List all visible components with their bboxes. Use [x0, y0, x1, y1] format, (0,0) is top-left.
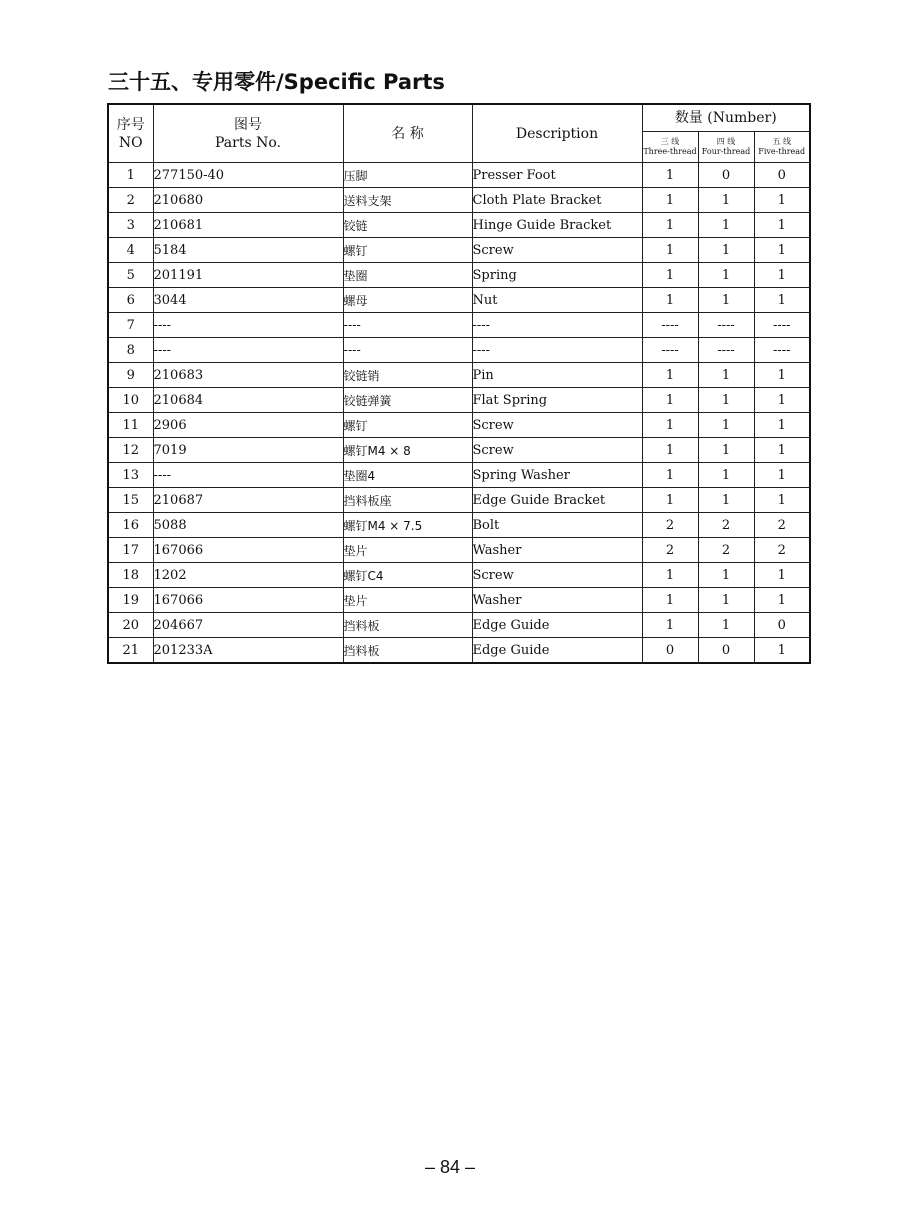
row-number: 13	[108, 463, 153, 488]
qty-three-thread: 1	[642, 238, 698, 263]
qty-three-thread: ----	[642, 313, 698, 338]
part-number: 2906	[153, 413, 343, 438]
part-name-cn: 铰链销	[343, 363, 472, 388]
part-number: 201233A	[153, 638, 343, 664]
part-name-cn: 螺钉	[343, 238, 472, 263]
part-number: ----	[153, 463, 343, 488]
qty-five-thread: 1	[754, 563, 810, 588]
row-number: 6	[108, 288, 153, 313]
part-number: ----	[153, 338, 343, 363]
table-row	[108, 613, 810, 638]
part-name-cn: 螺母	[343, 288, 472, 313]
qty-four-thread: 1	[698, 188, 754, 213]
header-description: Description	[472, 104, 642, 163]
table-row	[108, 413, 810, 438]
qty-five-thread: 1	[754, 438, 810, 463]
part-description: Pin	[472, 363, 642, 388]
part-name-cn: 螺钉M4 × 7.5	[343, 513, 472, 538]
qty-five-thread: 1	[754, 638, 810, 664]
qty-three-thread: 1	[642, 288, 698, 313]
header-five-thread	[754, 132, 810, 163]
qty-three-thread: 1	[642, 363, 698, 388]
row-number: 20	[108, 613, 153, 638]
part-description: Flat Spring	[472, 388, 642, 413]
table-row	[108, 363, 810, 388]
qty-five-thread: 1	[754, 288, 810, 313]
qty-three-thread: 1	[642, 463, 698, 488]
header-three-en: Three-thread	[643, 147, 697, 156]
qty-three-thread: 1	[642, 413, 698, 438]
qty-four-thread: 1	[698, 613, 754, 638]
qty-five-thread: 1	[754, 238, 810, 263]
table-row	[108, 588, 810, 613]
part-name-cn: 垫片	[343, 588, 472, 613]
qty-three-thread: 1	[642, 438, 698, 463]
part-name-cn: 挡料板	[343, 638, 472, 664]
qty-three-thread: 1	[642, 563, 698, 588]
part-name-cn: 螺钉	[343, 413, 472, 438]
qty-four-thread: 1	[698, 238, 754, 263]
part-number: 3044	[153, 288, 343, 313]
part-description: ----	[472, 338, 642, 363]
part-name-cn: 垫圈4	[343, 463, 472, 488]
table-row	[108, 238, 810, 263]
page-number: – 84 –	[424, 1157, 476, 1177]
part-description: Screw	[472, 438, 642, 463]
row-number: 15	[108, 488, 153, 513]
table-row	[108, 163, 810, 188]
table-row	[108, 263, 810, 288]
qty-three-thread: 1	[642, 388, 698, 413]
part-number: 1202	[153, 563, 343, 588]
qty-three-thread: ----	[642, 338, 698, 363]
header-no	[108, 104, 153, 163]
part-description: ----	[472, 313, 642, 338]
row-number: 3	[108, 213, 153, 238]
qty-four-thread: 1	[698, 213, 754, 238]
part-name-cn: 铰链弹簧	[343, 388, 472, 413]
qty-three-thread: 1	[642, 588, 698, 613]
qty-three-thread: 1	[642, 188, 698, 213]
row-number: 1	[108, 163, 153, 188]
table-row	[108, 388, 810, 413]
row-number: 9	[108, 363, 153, 388]
part-number: 210687	[153, 488, 343, 513]
header-five-en: Five-thread	[758, 147, 806, 156]
table-row	[108, 538, 810, 563]
table-row	[108, 338, 810, 363]
header-three-thread	[642, 132, 698, 163]
part-name-cn: 螺钉M4 × 8	[343, 438, 472, 463]
qty-four-thread: 1	[698, 463, 754, 488]
part-description: Washer	[472, 538, 642, 563]
qty-five-thread: 0	[754, 163, 810, 188]
qty-three-thread: 1	[642, 263, 698, 288]
part-number: 201191	[153, 263, 343, 288]
qty-three-thread: 1	[642, 488, 698, 513]
header-four-thread	[698, 132, 754, 163]
qty-five-thread: ----	[754, 338, 810, 363]
qty-four-thread: 2	[698, 513, 754, 538]
qty-five-thread: 2	[754, 538, 810, 563]
part-number: 277150-40	[153, 163, 343, 188]
part-name-cn: 螺钉C4	[343, 563, 472, 588]
part-name-cn: ----	[343, 338, 472, 363]
row-number: 17	[108, 538, 153, 563]
qty-four-thread: 1	[698, 288, 754, 313]
part-description: Screw	[472, 563, 642, 588]
header-name: 名 称	[343, 104, 472, 163]
table-row	[108, 563, 810, 588]
table-row	[108, 463, 810, 488]
header-parts-no	[153, 104, 343, 163]
header-number: 数量 (Number)	[642, 104, 810, 132]
part-number: 210680	[153, 188, 343, 213]
part-number: 7019	[153, 438, 343, 463]
row-number: 16	[108, 513, 153, 538]
table-row	[108, 488, 810, 513]
qty-five-thread: ----	[754, 313, 810, 338]
header-three-cn: 三 线	[660, 137, 680, 146]
qty-five-thread: 1	[754, 363, 810, 388]
qty-four-thread: 1	[698, 438, 754, 463]
part-description: Bolt	[472, 513, 642, 538]
qty-four-thread: 1	[698, 363, 754, 388]
qty-five-thread: 1	[754, 213, 810, 238]
header-no-cn: 序号	[116, 116, 145, 133]
qty-five-thread: 1	[754, 463, 810, 488]
part-description: Spring	[472, 263, 642, 288]
header-four-cn: 四 线	[716, 137, 736, 146]
row-number: 5	[108, 263, 153, 288]
qty-four-thread: 1	[698, 488, 754, 513]
part-name-cn: 垫片	[343, 538, 472, 563]
header-parts-en: Parts No.	[215, 134, 281, 151]
qty-five-thread: 1	[754, 413, 810, 438]
qty-four-thread: ----	[698, 313, 754, 338]
qty-three-thread: 1	[642, 613, 698, 638]
part-name-cn: 挡料板座	[343, 488, 472, 513]
page-title: 三十五、专用零件/Specific Parts	[108, 70, 445, 94]
part-description: Spring Washer	[472, 463, 642, 488]
row-number: 4	[108, 238, 153, 263]
row-number: 18	[108, 563, 153, 588]
qty-four-thread: ----	[698, 338, 754, 363]
part-description: Hinge Guide Bracket	[472, 213, 642, 238]
qty-four-thread: 1	[698, 588, 754, 613]
row-number: 7	[108, 313, 153, 338]
table-row	[108, 288, 810, 313]
part-number: 5184	[153, 238, 343, 263]
part-name-cn: 铰链	[343, 213, 472, 238]
table-row	[108, 313, 810, 338]
row-number: 21	[108, 638, 153, 664]
qty-five-thread: 1	[754, 488, 810, 513]
table-row	[108, 213, 810, 238]
header-five-cn: 五 线	[772, 137, 792, 146]
part-number: 210683	[153, 363, 343, 388]
row-number: 10	[108, 388, 153, 413]
part-name-cn: 挡料板	[343, 613, 472, 638]
qty-five-thread: 1	[754, 263, 810, 288]
qty-three-thread: 2	[642, 513, 698, 538]
part-name-cn: 送料支架	[343, 188, 472, 213]
part-description: Presser Foot	[472, 163, 642, 188]
qty-four-thread: 2	[698, 538, 754, 563]
qty-four-thread: 1	[698, 388, 754, 413]
qty-four-thread: 1	[698, 563, 754, 588]
part-number: ----	[153, 313, 343, 338]
qty-four-thread: 0	[698, 638, 754, 664]
qty-five-thread: 1	[754, 188, 810, 213]
part-number: 210684	[153, 388, 343, 413]
qty-five-thread: 2	[754, 513, 810, 538]
part-name-cn: ----	[343, 313, 472, 338]
part-number: 167066	[153, 538, 343, 563]
part-description: Edge Guide	[472, 613, 642, 638]
row-number: 11	[108, 413, 153, 438]
table-row	[108, 513, 810, 538]
row-number: 12	[108, 438, 153, 463]
qty-four-thread: 0	[698, 163, 754, 188]
header-parts-cn: 图号	[234, 116, 262, 133]
part-name-cn: 压脚	[343, 163, 472, 188]
header-four-en: Four-thread	[701, 147, 751, 156]
qty-five-thread: 1	[754, 588, 810, 613]
part-number: 5088	[153, 513, 343, 538]
qty-four-thread: 1	[698, 263, 754, 288]
table-row	[108, 438, 810, 463]
row-number: 2	[108, 188, 153, 213]
header-no-en: NO	[118, 134, 143, 151]
part-description: Edge Guide	[472, 638, 642, 664]
row-number: 8	[108, 338, 153, 363]
parts-table	[107, 103, 811, 664]
qty-four-thread: 1	[698, 413, 754, 438]
part-number: 167066	[153, 588, 343, 613]
part-description: Screw	[472, 413, 642, 438]
part-description: Cloth Plate Bracket	[472, 188, 642, 213]
part-number: 210681	[153, 213, 343, 238]
part-name-cn: 垫圈	[343, 263, 472, 288]
table-row	[108, 188, 810, 213]
parts-table-body	[108, 163, 810, 664]
qty-three-thread: 2	[642, 538, 698, 563]
part-description: Screw	[472, 238, 642, 263]
table-row	[108, 638, 810, 664]
qty-three-thread: 1	[642, 163, 698, 188]
row-number: 19	[108, 588, 153, 613]
part-number: 204667	[153, 613, 343, 638]
qty-three-thread: 0	[642, 638, 698, 664]
part-description: Washer	[472, 588, 642, 613]
part-description: Edge Guide Bracket	[472, 488, 642, 513]
qty-five-thread: 0	[754, 613, 810, 638]
qty-five-thread: 1	[754, 388, 810, 413]
part-description: Nut	[472, 288, 642, 313]
qty-three-thread: 1	[642, 213, 698, 238]
